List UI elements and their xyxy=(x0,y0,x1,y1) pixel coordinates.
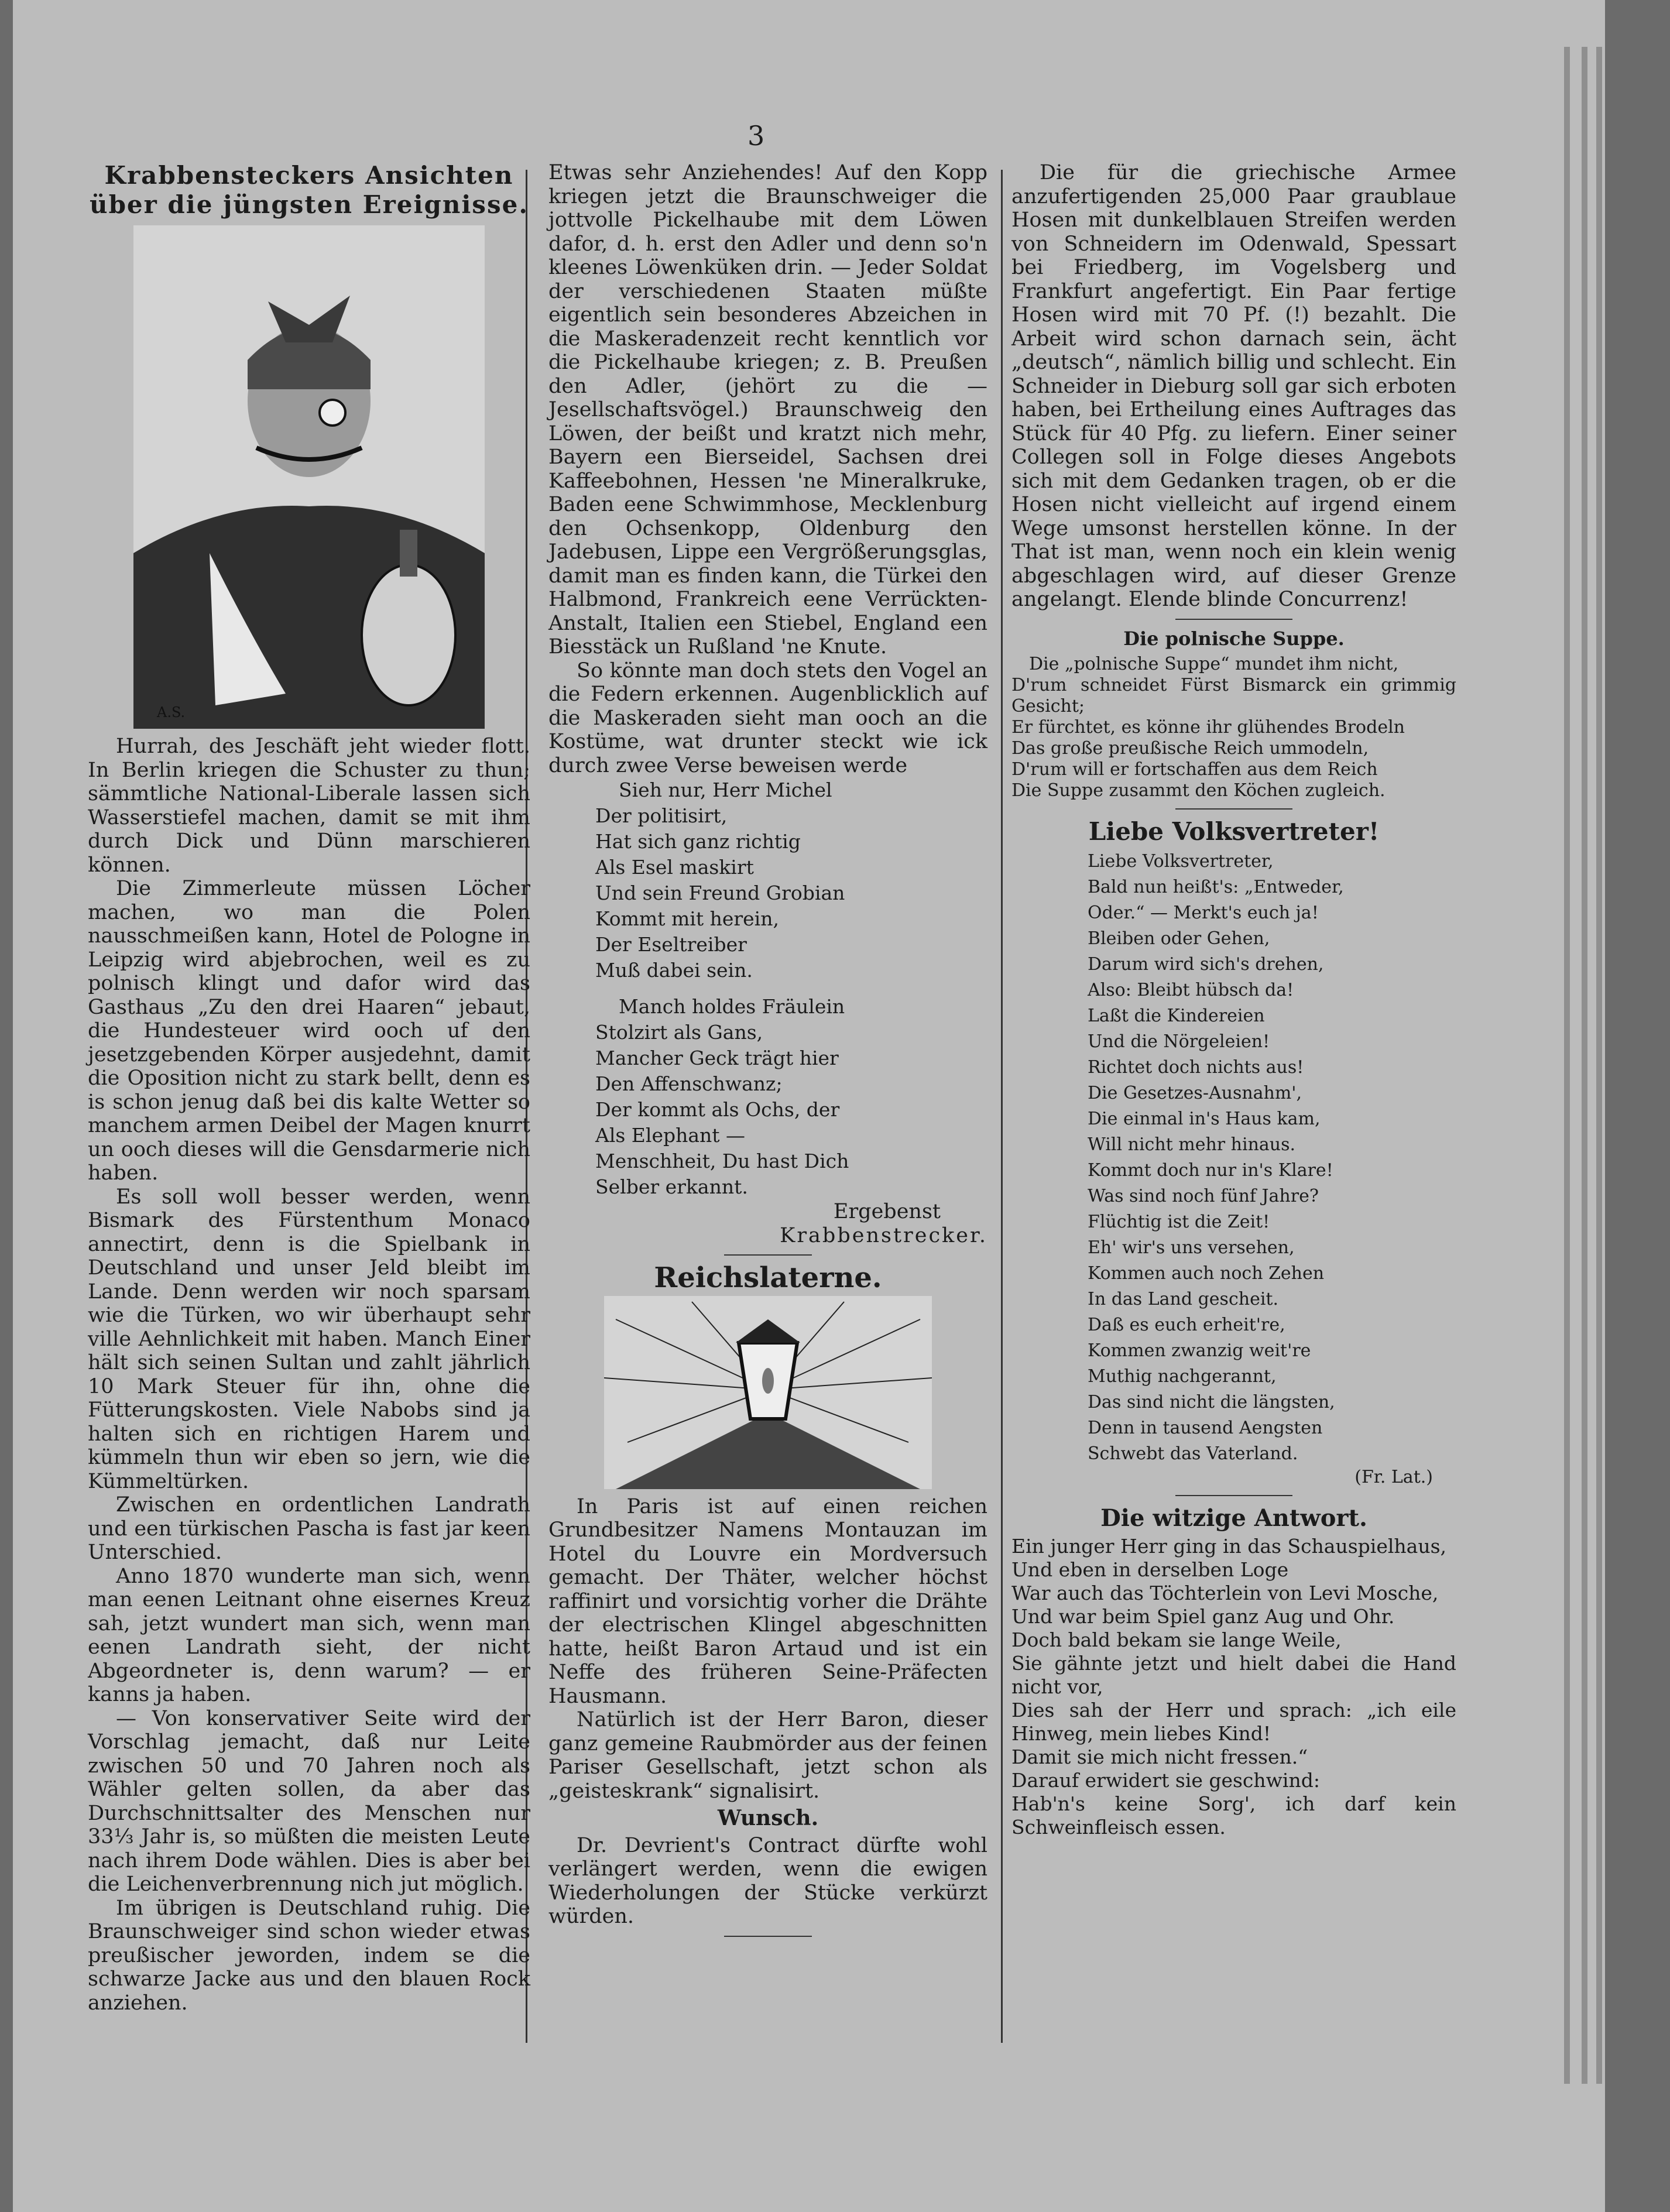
stanza xyxy=(1088,1003,1456,1158)
verse-line: Doch bald bekam sie lange Weile, xyxy=(1011,1628,1342,1651)
verse-line: Das große preußische Reich ummodeln, xyxy=(1011,738,1369,759)
paragraph: So könnte man doch stets den Vogel an die Federn erkennen. Augenblicklich auf die Maskeraden sieht man ooch an die Kostüme, wat drunter steckt wie ick durch zwee Verse beweisen werde xyxy=(548,659,987,777)
heading-liebe-volksvertreter: Liebe Volksvertreter! xyxy=(1088,817,1380,846)
verse-line: Hab'n's keine Sorg', ich darf kein Schweinfleisch essen. xyxy=(1011,1792,1456,1839)
section-divider xyxy=(1175,1495,1292,1496)
verse-line: Selber erkannt. xyxy=(595,1175,748,1198)
verse-line: Die „polnische Suppe“ mundet ihm nicht, xyxy=(1029,654,1399,674)
page-edge xyxy=(1596,47,1602,2084)
verse-line: Was sind noch fünf Jahre? xyxy=(1088,1185,1319,1206)
column-2 xyxy=(548,161,987,1944)
column-rule xyxy=(1001,170,1003,2043)
verse-line: Kommt doch nur in's Klare! xyxy=(1088,1160,1333,1181)
verse-line: Laßt die Kindereien xyxy=(1088,1005,1265,1026)
verse-line: Bleiben oder Gehen, xyxy=(1088,928,1270,949)
paragraph: Dr. Devrient's Contract dürfte wohl verlängert werden, wenn die ewigen Wiederholungen der Stücke verkürzt würden. xyxy=(548,1833,987,1928)
paragraph: In Paris ist auf einen reichen Grundbesitzer Namens Montauzan im Hotel du Louvre ein Mordversuch gemacht. Der Thäter, welcher höchst raffinirt und vorsichtig vorher die Drähte der electrischen Klingel abgeschnitten hatte, heißt Baron Artaud und ist ein Neffe des früheren Seine-Präfecten Hausmann. xyxy=(548,1494,987,1708)
verse-line: Das sind nicht die längsten, xyxy=(1088,1391,1335,1412)
heading-reichslaterne: Reichslaterne. xyxy=(654,1261,882,1294)
verse-line: Denn in tausend Aengsten xyxy=(1088,1417,1323,1438)
page-edge xyxy=(1582,47,1587,2084)
section-divider xyxy=(724,1936,812,1937)
article-body xyxy=(88,735,530,2015)
verse-line: Darum wird sich's drehen, xyxy=(1088,954,1324,975)
verse-line: Bald nun heißt's: „Entweder, xyxy=(1088,876,1344,897)
verse-line: Will nicht mehr hinaus. xyxy=(1088,1134,1296,1155)
section-divider xyxy=(1175,619,1292,620)
verse-line: Muthig nachgerannt, xyxy=(1088,1366,1277,1387)
verse-line: D'rum will er fortschaffen aus dem Reich xyxy=(1011,759,1378,780)
verse-line: Darauf erwidert sie geschwind: xyxy=(1011,1769,1320,1792)
heading-polnische-suppe: Die polnische Suppe. xyxy=(1123,627,1345,650)
antwort-poem xyxy=(1011,1535,1456,1839)
verse-line: Menschheit, Du hast Dich xyxy=(595,1150,849,1172)
verse-line: Also: Bleibt hübsch da! xyxy=(1088,979,1294,1000)
paragraph: Etwas sehr Anziehendes! Auf den Kopp kriegen jetzt die Braunschweiger die jottvolle Pickelhaube mit dem Löwen dafor, d. h. erst den Adler und denn so'n kleenes Löwenküken drin. — Jeder Soldat der verschiedenen Staaten müßte eigentlich sein besonderes Abzeichen in die Maskeradenzeit recht kenntlich vor die Pickelhaube kriegen; z. B. Preußen den Adler, (jehört zu die — Jesellschaftsvögel.) Braunschweig den Löwen, der beißt und kratzt nich mehr, Bayern een Bierseidel, Sachsen drei Kaffeebohnen, Hessen 'ne Mineralkruke, Baden eene Schwimmhose, Mecklenburg den Ochsenkopp, Oldenburg den Jadebusen, Lippe een Vergrößerungsglas, damit man es finden kann, die Türkei den Halbmond, Frankreich eene Verrückten-Anstalt, Italien een Stiebel, England een Biesstäck un Rußland 'ne Knute. xyxy=(548,161,987,659)
paragraph: Zwischen en ordentlichen Landrath und een türkischen Pascha is fast jar keen Unterschied. xyxy=(88,1493,530,1564)
section-divider xyxy=(1175,808,1292,810)
verse-line: Er fürchtet, es könne ihr glühendes Brodeln xyxy=(1011,717,1405,738)
paragraph: Es soll woll besser werden, wenn Bismark des Fürstenthum Monaco annectirt, denn is die Spielbank in Deutschland und unser Jeld bleibt im Lande. Denn werden wir noch sparsam wie die Türken, wo wir überhaupt sehr ville Aehnlichkeit mit haben. Manch Einer hält sich seinen Sultan und zahlt jährlich 10 Mark Steuer für ihn, ohne die Fütterungskosten. Viele Nabobs sind ja halten sich en richtigen Harem und kümmeln thun wir eben so jern, wie die Kümmeltürken. xyxy=(88,1185,530,1493)
verse-line: Muß dabei sein. xyxy=(595,959,753,982)
verse-line: Den Affenschwanz; xyxy=(595,1072,783,1095)
verse-line: Die Suppe zusammt den Köchen zugleich. xyxy=(1011,780,1386,801)
paragraph: Die für die griechische Armee anzufertigenden 25,000 Paar graublaue Hosen mit dunkelblauen Streifen werden von Schneidern im Odenwald, Spessart bei Friedberg, im Vogelsberg und Frankfurt angefertigt. Ein Paar fertige Hosen wird mit 70 Pf. (!) bezahlt. Die Arbeit wird schon darnach sein, ächt „deutsch“, nämlich billig und schlecht. Ein Schneider in Dieburg soll gar sich erboten haben, bei Ertheilung eines Auftrages das Stück für 40 Pfg. zu liefern. Einer seiner Collegen soll in Folge dieses Angebots sich mit dem Gedanken tragen, ob er die Hosen nicht vielleicht auf irgend einem Wege umsonst herstellen könne. In der That ist man, wenn noch ein klein wenig abgeschlagen wird, auf dieser Grenze angelangt. Elende blinde Concurrenz! xyxy=(1011,161,1456,611)
verse-line: Kommt mit herein, xyxy=(595,907,779,930)
verse-line: Und war beim Spiel ganz Aug und Ohr. xyxy=(1011,1605,1395,1628)
page-edge xyxy=(1564,47,1570,2084)
verse-line: Sieh nur, Herr Michel xyxy=(619,779,832,801)
verse-line: Der politisirt, xyxy=(595,804,728,827)
signature-name: Krabbenstrecker. xyxy=(780,1223,987,1247)
liebe-poem xyxy=(1088,849,1456,1467)
paragraph: Die Zimmerleute müssen Löcher machen, wo man die Polen nausschmeißen kann, Hotel de Pologne in Leipzig wird abjebrochen, weil es zu polnisch klingt und dafor wird das Gasthaus „Zu den drei Haaren“ jebaut, die Hundesteuer wird ooch uf den jesetzgebenden Körper ausjedehnt, damit die Oposition nicht zu stark bellt, denn es is schon jenug daß bei dis kalte Wetter so manchem armen Deibel der Magen knurrt un ooch dieses will die Gensdarmerie nich haben. xyxy=(88,877,530,1185)
column-3 xyxy=(1011,161,1456,1839)
verse-line: Damit sie mich nicht fressen.“ xyxy=(1011,1745,1308,1768)
verse-line: Richtet doch nichts aus! xyxy=(1088,1057,1304,1078)
signature-line: Ergebenst xyxy=(833,1200,941,1223)
stanza xyxy=(1088,1158,1456,1312)
verse-line: Manch holdes Fräulein xyxy=(619,995,845,1018)
paragraph: Natürlich ist der Herr Baron, dieser ganz gemeine Raubmörder aus der feinen Pariser Gesellschaft, jetzt schon als „geisteskrank“ signalisirt. xyxy=(548,1708,987,1803)
verse-line: Flüchtig ist die Zeit! xyxy=(1088,1211,1270,1232)
stanza xyxy=(1088,849,1456,1003)
verse-line: Stolzirt als Gans, xyxy=(595,1021,763,1044)
verse-line: Liebe Volksvertreter, xyxy=(1088,850,1274,872)
verse-line: Der kommt als Ochs, der xyxy=(595,1098,840,1121)
suppe-poem xyxy=(1011,654,1456,801)
verse-line: Kommen auch noch Zehen xyxy=(1088,1263,1325,1284)
verse-line: Daß es euch erheit're, xyxy=(1088,1314,1285,1335)
caricature-illustration xyxy=(133,225,485,729)
verse-line: Sie gähnte jetzt und hielt dabei die Hand nicht vor, xyxy=(1011,1652,1456,1698)
column-1 xyxy=(88,161,530,2015)
verse-line: Schwebt das Vaterland. xyxy=(1088,1443,1298,1464)
verse-line: Kommen zwanzig weit're xyxy=(1088,1340,1311,1361)
illustration-signature: A.S. xyxy=(157,704,186,721)
paragraph: Anno 1870 wunderte man sich, wenn man eenen Leitnant ohne eisernes Kreuz sah, jetzt wundert man sich, wenn man eenen Landrath sieht, der nicht Abgeordneter is, denn warum? — er kanns ja haben. xyxy=(88,1564,530,1706)
newspaper-page xyxy=(13,0,1605,2212)
verse-1 xyxy=(595,777,987,983)
verse-line: In das Land gescheit. xyxy=(1088,1288,1279,1309)
verse-line: Und eben in derselben Loge xyxy=(1011,1558,1289,1581)
lantern-illustration xyxy=(604,1296,932,1489)
paragraph: Hurrah, des Jeschäft jeht wieder flott. In Berlin kriegen die Schuster zu thun; sämmtliche National-Liberale lassen sich Wasserstiefel machen, damit se mit ihm durch Dick und Dünn marschieren können. xyxy=(88,735,530,877)
verse-line: Als Esel maskirt xyxy=(595,856,754,879)
heading-witzige-antwort: Die witzige Antwort. xyxy=(1100,1504,1367,1532)
section-divider xyxy=(724,1254,812,1256)
verse-2 xyxy=(595,994,987,1200)
verse-line: Mancher Geck trägt hier xyxy=(595,1047,839,1069)
verse-line: Ein junger Herr ging in das Schauspielhaus, xyxy=(1011,1535,1447,1558)
verse-line: Die einmal in's Haus kam, xyxy=(1088,1108,1321,1129)
verse-line: Und sein Freund Grobian xyxy=(595,882,845,904)
stanza xyxy=(1088,1312,1456,1467)
title-line: Krabbensteckers Ansichten xyxy=(104,161,514,190)
verse-line: D'rum schneidet Fürst Bismarck ein grimmig Gesicht; xyxy=(1011,675,1456,716)
poem-source: (Fr. Lat.) xyxy=(1354,1466,1433,1487)
article-title xyxy=(88,161,530,220)
verse-line: Dies sah der Herr und sprach: „ich eile Hinweg, mein liebes Kind! xyxy=(1011,1699,1456,1745)
verse-line: Und die Nörgeleien! xyxy=(1088,1031,1270,1052)
title-line: über die jüngsten Ereignisse. xyxy=(90,190,529,219)
verse-line: War auch das Töchterlein von Levi Mosche, xyxy=(1011,1582,1439,1604)
verse-line: Oder.“ — Merkt's euch ja! xyxy=(1088,902,1319,923)
paragraph: Im übrigen is Deutschland ruhig. Die Braunschweiger sind schon wieder etwas preußischer jeworden, indem se die schwarze Jacke aus und den blauen Rock anziehen. xyxy=(88,1896,530,2015)
verse-line: Die Gesetzes-Ausnahm', xyxy=(1088,1082,1302,1103)
verse-line: Hat sich ganz richtig xyxy=(595,830,801,853)
verse-line: Eh' wir's uns versehen, xyxy=(1088,1237,1295,1258)
page-number: 3 xyxy=(747,120,765,152)
heading-wunsch: Wunsch. xyxy=(717,1806,819,1830)
paragraph: — Von konservativer Seite wird der Vorschlag jemacht, daß nur Leite zwischen 50 und 70 Jahren noch als Wähler gelten sollen, da aber das Durchschnittsalter des Menschen nur 33⅓ Jahr is, so müßten die meisten Leute nach ihrem Dode wählen. Dies is aber bei die Leichenverbrennung nich jut möglich. xyxy=(88,1706,530,1896)
verse-line: Der Eseltreiber xyxy=(595,933,747,956)
verse-line: Als Elephant — xyxy=(595,1124,746,1147)
